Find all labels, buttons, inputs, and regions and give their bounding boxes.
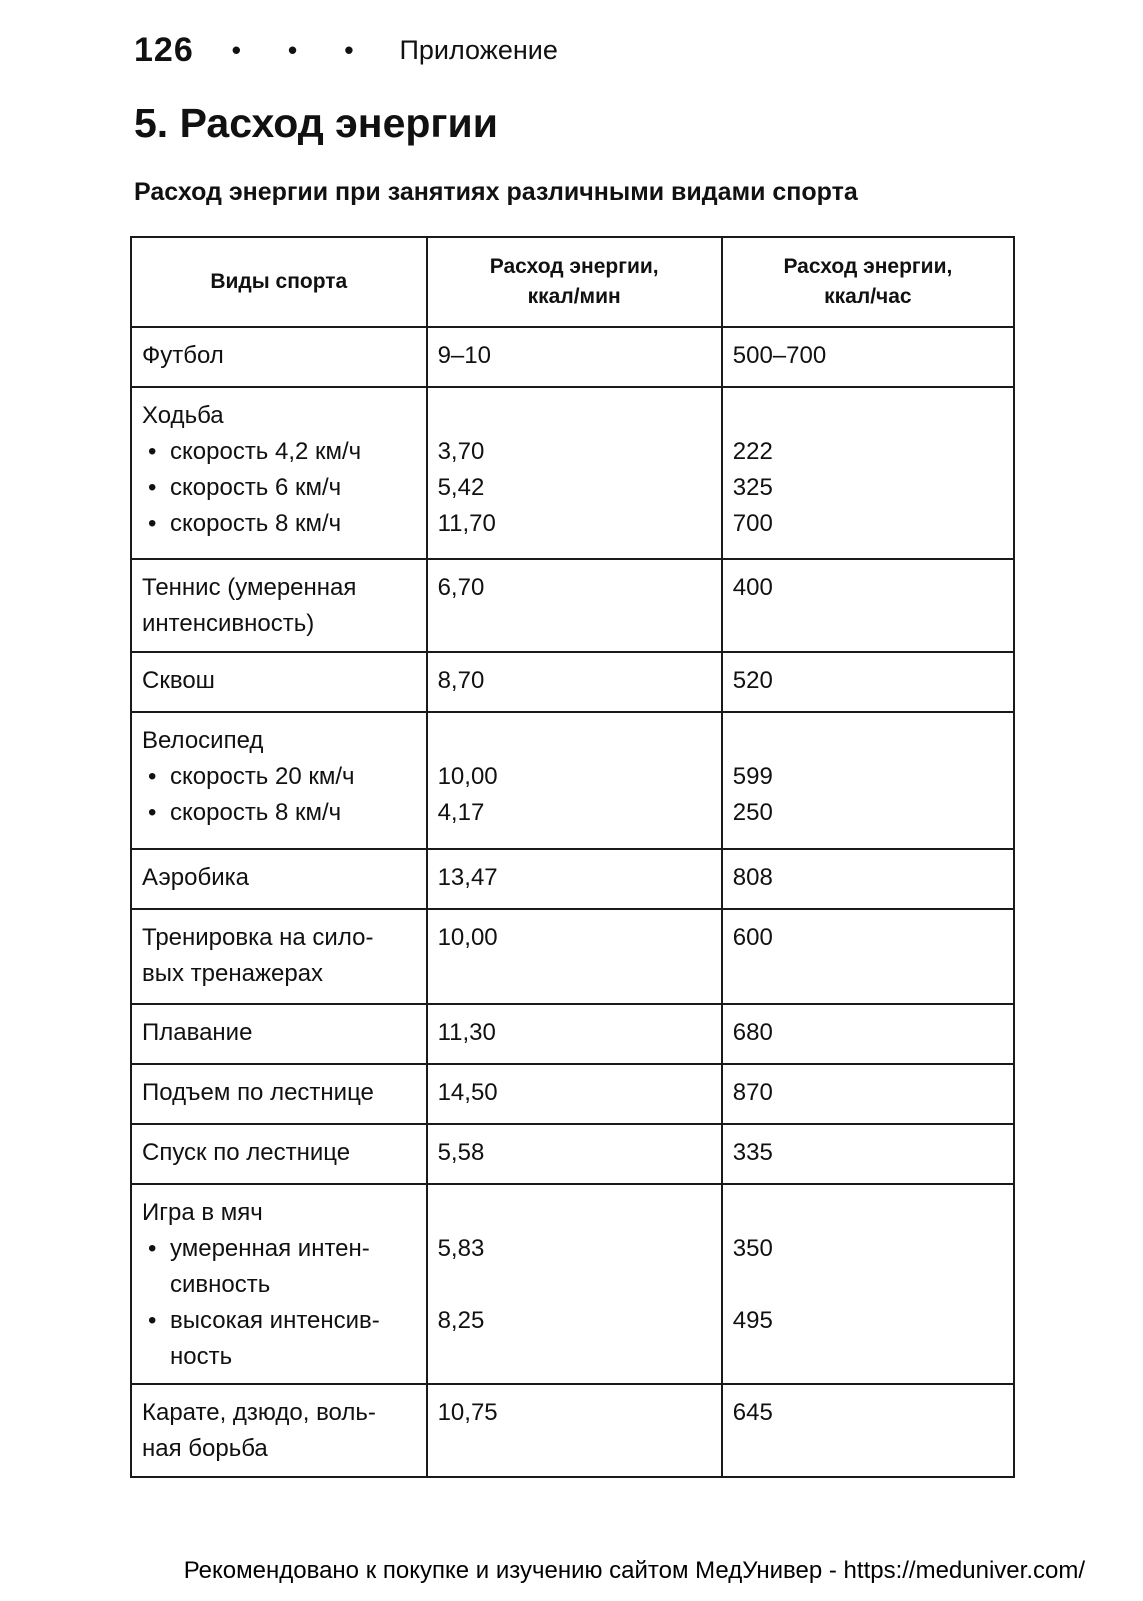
value: 599 [732, 763, 773, 790]
value [438, 398, 713, 434]
sport-name: Игра в мяч [142, 1199, 263, 1226]
value: 5,58 [437, 1139, 485, 1166]
value: 325 [732, 474, 773, 501]
kcal-hour-cell [722, 849, 1014, 909]
table-row [131, 1124, 1014, 1184]
table-row [131, 652, 1014, 712]
table-row [131, 909, 1014, 1004]
table-row [131, 387, 1014, 559]
column-header-line: ккал/мин [527, 285, 621, 308]
table-row [131, 559, 1014, 652]
page-header [134, 28, 558, 72]
kcal-min-cell [427, 387, 722, 559]
sport-subitem: • скорость 8 км/ч [142, 506, 418, 542]
kcal-min-cell [427, 1064, 722, 1124]
kcal-min-cell [427, 712, 722, 849]
sport-name: Футбол [142, 342, 224, 369]
value: 680 [732, 1019, 773, 1046]
value: 870 [732, 1079, 773, 1106]
value [733, 1267, 1005, 1303]
kcal-hour-cell [722, 327, 1014, 387]
sport-cell [131, 849, 427, 909]
kcal-hour-cell [722, 1004, 1014, 1064]
kcal-hour-cell [722, 1124, 1014, 1184]
kcal-min-cell [427, 849, 722, 909]
column-header-line: Расход энергии, [783, 254, 953, 278]
page-number: 126 [134, 30, 194, 69]
value: 6,70 [437, 574, 485, 601]
section-title: 5. Расход энергии [134, 100, 498, 146]
value [438, 1267, 713, 1303]
kcal-min-cell [427, 1124, 722, 1184]
value: 10,75 [437, 1399, 498, 1426]
value: 400 [732, 574, 773, 601]
sport-cell [131, 1124, 427, 1184]
value [733, 1339, 1005, 1375]
value: 4,17 [437, 799, 485, 826]
table-body [131, 327, 1014, 1477]
value: 3,70 [437, 438, 485, 465]
value [733, 723, 1005, 759]
sport-cell [131, 1184, 427, 1384]
value [438, 723, 713, 759]
kcal-min-cell [427, 909, 722, 1004]
table-row [131, 327, 1014, 387]
value [438, 1339, 713, 1375]
value: 350 [732, 1235, 773, 1262]
value: 222 [732, 438, 773, 465]
sport-subitem: • скорость 8 км/ч [142, 795, 418, 831]
sport-name: Подъем по лестнице [142, 1079, 374, 1106]
sport-name: Аэробика [142, 864, 250, 891]
header-dots: • • • [231, 34, 374, 65]
sport-name: Сквош [142, 667, 215, 694]
value: 600 [732, 924, 773, 951]
table-row [131, 1384, 1014, 1477]
sport-name: Велосипед [142, 727, 264, 754]
sport-cell [131, 327, 427, 387]
value [733, 1195, 1005, 1231]
kcal-min-cell [427, 327, 722, 387]
kcal-min-cell [427, 1384, 722, 1477]
table-row [131, 849, 1014, 909]
value: 700 [732, 510, 773, 537]
value: 14,50 [437, 1079, 498, 1106]
kcal-hour-cell [722, 712, 1014, 849]
sport-cell [131, 1064, 427, 1124]
sport-cell [131, 712, 427, 849]
kcal-hour-cell [722, 652, 1014, 712]
kcal-min-cell [427, 559, 722, 652]
value: 8,25 [437, 1307, 485, 1334]
sport-name: Карате, дзюдо, воль- ная борьба [142, 1399, 376, 1462]
kcal-hour-cell [722, 909, 1014, 1004]
value [438, 1195, 713, 1231]
value: 13,47 [437, 864, 498, 891]
kcal-hour-cell [722, 387, 1014, 559]
value: 11,30 [437, 1019, 496, 1046]
column-header-kcal-min [427, 237, 722, 327]
sport-name: Теннис (умеренная интенсивность) [142, 574, 357, 637]
value: 5,83 [437, 1235, 485, 1262]
sport-name: Плавание [142, 1019, 253, 1046]
value: 8,70 [437, 667, 485, 694]
kcal-hour-cell [722, 1184, 1014, 1384]
footer-note: Рекомендовано к покупке и изучению сайтом МедУнивер - https://meduniver.com/ [183, 1557, 1085, 1584]
value: 250 [732, 799, 773, 826]
sport-subitem: • умеренная интен- сивность [142, 1231, 418, 1303]
value [733, 398, 1005, 434]
kcal-min-cell [427, 1184, 722, 1384]
sport-name: Ходьба [142, 402, 224, 429]
value: 335 [732, 1139, 773, 1166]
sport-cell [131, 1384, 427, 1477]
kcal-hour-cell [722, 1384, 1014, 1477]
value: 9–10 [437, 342, 491, 369]
kcal-min-cell [427, 1004, 722, 1064]
table-caption: Расход энергии при занятиях различными видами спорта [134, 178, 858, 206]
value: 10,00 [437, 924, 498, 951]
sport-subitem: • скорость 4,2 км/ч [142, 434, 418, 470]
table-row [131, 1184, 1014, 1384]
sport-cell [131, 1004, 427, 1064]
table-row [131, 1064, 1014, 1124]
value: 808 [732, 864, 773, 891]
value: 5,42 [437, 474, 485, 501]
column-header-line: ккал/час [824, 285, 912, 308]
value: 520 [732, 667, 773, 694]
sport-cell [131, 909, 427, 1004]
kcal-hour-cell [722, 559, 1014, 652]
sport-name: Тренировка на сило- вых тренажерах [142, 924, 374, 987]
value: 11,70 [437, 510, 496, 537]
energy-table [130, 236, 1015, 1478]
value: 500–700 [732, 342, 827, 369]
table-row [131, 1004, 1014, 1064]
running-title: Приложение [399, 34, 558, 65]
value: 10,00 [437, 763, 498, 790]
sport-subitem: • высокая интенсив- ность [142, 1303, 418, 1375]
column-header-line: Расход энергии, [489, 254, 659, 278]
sport-name: Спуск по лестнице [142, 1139, 351, 1166]
table-header-row [131, 237, 1014, 327]
sport-cell [131, 652, 427, 712]
sport-cell [131, 387, 427, 559]
value: 495 [732, 1307, 773, 1334]
kcal-min-cell [427, 652, 722, 712]
kcal-hour-cell [722, 1064, 1014, 1124]
column-header-sport: Виды спорта [131, 237, 427, 327]
value: 645 [732, 1399, 773, 1426]
table-row [131, 712, 1014, 849]
column-header-kcal-hour [722, 237, 1014, 327]
sport-cell [131, 559, 427, 652]
sport-subitem: • скорость 20 км/ч [142, 759, 418, 795]
sport-subitem: • скорость 6 км/ч [142, 470, 418, 506]
